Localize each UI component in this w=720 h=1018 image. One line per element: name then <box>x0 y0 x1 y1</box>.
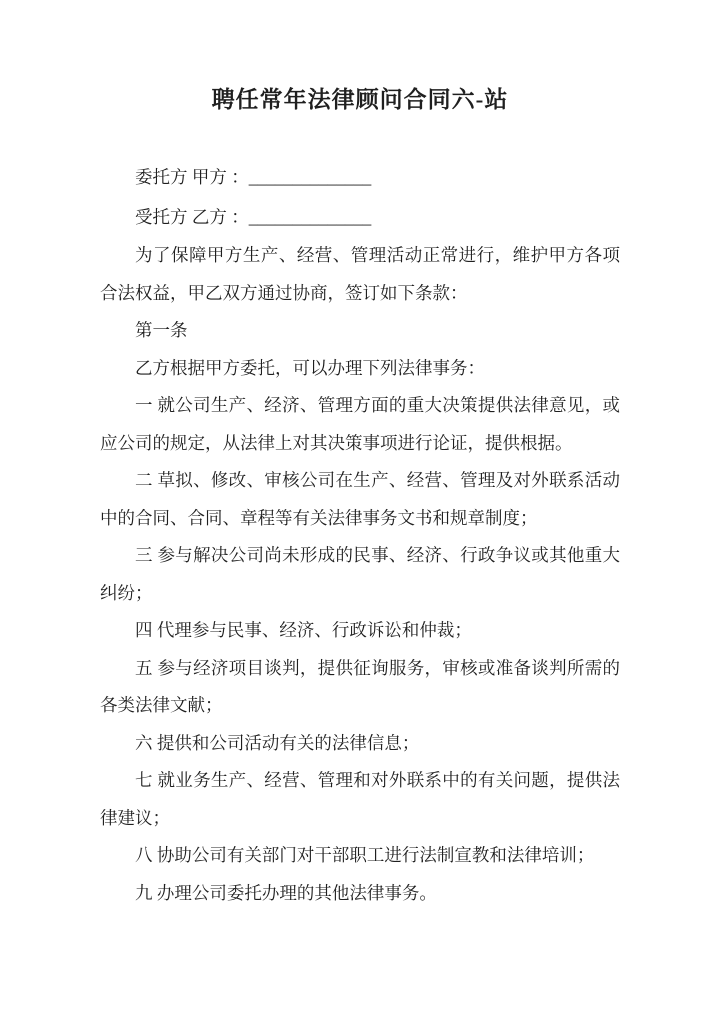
party-line-client <box>100 157 620 197</box>
paragraph-item-8: 八 协助公司有关部门对干部职工进行法制宣教和法律培训； <box>135 845 595 865</box>
party-line-trustee <box>100 197 620 237</box>
paragraph-item-6: 六 提供和公司活动有关的法律信息； <box>135 732 420 753</box>
party-label-client: 委托方 甲方 ： <box>135 167 249 187</box>
contract-body <box>100 237 620 912</box>
party-label-trustee: 受托方 乙方 ： <box>135 207 249 227</box>
parties-section <box>100 157 620 237</box>
paragraph-preamble: 为了保障甲方生产、经营、管理活动正常进行，维护甲方各项合法权益，甲乙双方通过协商，签订如下条款： <box>100 245 620 303</box>
paragraph-item-4: 四 代理参与民事、经济、行政诉讼和仲裁； <box>135 620 472 640</box>
paragraph-item-7: 七 就业务生产、经营、管理和对外联系中的有关问题，提供法律建议； <box>100 770 620 828</box>
paragraph-article-1: 第一条 <box>135 320 188 340</box>
paragraph-item-9: 九 办理公司委托办理的其他法律事务。 <box>135 882 437 903</box>
paragraph-item-2: 二 草拟、修改、审核公司在生产、经营、管理及对外联系活动中的合同、合同、章程等有关法律事务文书和规章制度； <box>100 470 620 528</box>
paragraph-item-3: 三 参与解决公司尚未形成的民事、经济、行政争议或其他重大纠纷； <box>100 545 620 603</box>
paragraph-item-5: 五 参与经济项目谈判，提供征询服务，审核或准备谈判所需的各类法律文献； <box>100 657 620 715</box>
party-blank-trustee: ______________ <box>248 207 372 227</box>
party-blank-client: ______________ <box>248 167 372 187</box>
paragraph-intro: 乙方根据甲方委托，可以办理下列法律事务： <box>135 357 485 378</box>
document-title: 聘任常年法律顾问合同六-站 <box>211 87 509 112</box>
paragraph-item-1: 一 就公司生产、经济、管理方面的重大决策提供法律意见，或应公司的规定，从法律上对其决策事项进行论证，提供根据。 <box>100 395 620 453</box>
